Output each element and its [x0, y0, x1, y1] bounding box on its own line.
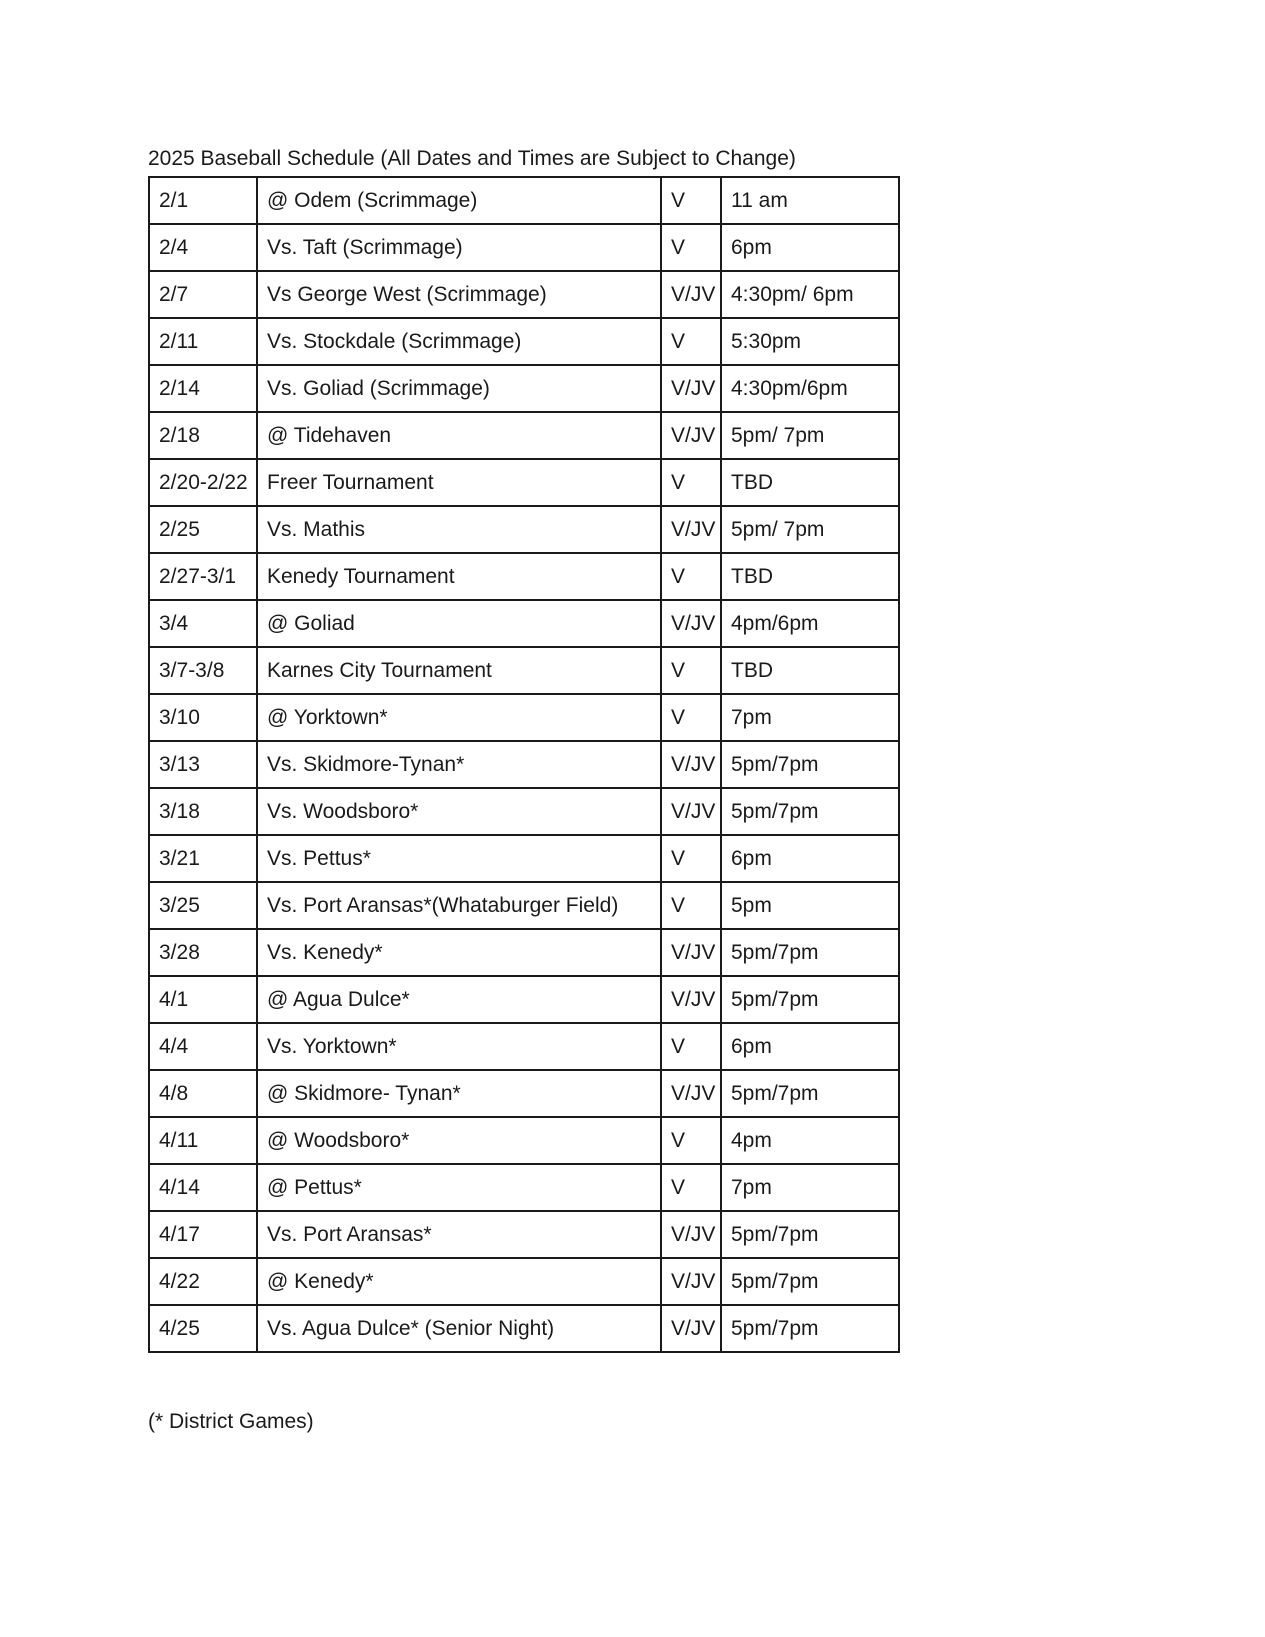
- table-row: [149, 1305, 899, 1352]
- table-row: [149, 224, 899, 271]
- table-row: [149, 600, 899, 647]
- district-games-footnote: (* District Games): [148, 1410, 314, 1433]
- opponent-cell: Vs George West (Scrimmage): [257, 271, 661, 318]
- table-row: [149, 788, 899, 835]
- game-date-cell: 4/11: [149, 1117, 257, 1164]
- game-date-cell: 4/1: [149, 976, 257, 1023]
- team-level-cell: V/JV: [661, 600, 721, 647]
- game-time-cell: 7pm: [721, 1164, 899, 1211]
- table-row: [149, 647, 899, 694]
- table-row: [149, 459, 899, 506]
- game-time-cell: TBD: [721, 459, 899, 506]
- opponent-cell: Vs. Yorktown*: [257, 1023, 661, 1070]
- game-date-cell: 3/21: [149, 835, 257, 882]
- game-time-cell: 6pm: [721, 835, 899, 882]
- opponent-cell: Vs. Taft (Scrimmage): [257, 224, 661, 271]
- team-level-cell: V: [661, 882, 721, 929]
- table-row: [149, 976, 899, 1023]
- team-level-cell: V: [661, 647, 721, 694]
- game-time-cell: 6pm: [721, 224, 899, 271]
- opponent-cell: Vs. Skidmore-Tynan*: [257, 741, 661, 788]
- game-time-cell: 5pm/ 7pm: [721, 506, 899, 553]
- opponent-cell: @ Tidehaven: [257, 412, 661, 459]
- game-date-cell: 4/22: [149, 1258, 257, 1305]
- game-date-cell: 3/13: [149, 741, 257, 788]
- team-level-cell: V/JV: [661, 741, 721, 788]
- game-date-cell: 2/4: [149, 224, 257, 271]
- opponent-cell: @ Yorktown*: [257, 694, 661, 741]
- game-time-cell: 4:30pm/6pm: [721, 365, 899, 412]
- team-level-cell: V: [661, 694, 721, 741]
- opponent-cell: Vs. Pettus*: [257, 835, 661, 882]
- game-date-cell: 2/25: [149, 506, 257, 553]
- opponent-cell: Karnes City Tournament: [257, 647, 661, 694]
- game-date-cell: 4/14: [149, 1164, 257, 1211]
- team-level-cell: V/JV: [661, 1258, 721, 1305]
- game-date-cell: 4/25: [149, 1305, 257, 1352]
- game-date-cell: 3/4: [149, 600, 257, 647]
- team-level-cell: V: [661, 1164, 721, 1211]
- opponent-cell: Vs. Goliad (Scrimmage): [257, 365, 661, 412]
- team-level-cell: V/JV: [661, 365, 721, 412]
- opponent-cell: Vs. Port Aransas*(Whataburger Field): [257, 882, 661, 929]
- game-time-cell: 5:30pm: [721, 318, 899, 365]
- table-row: [149, 1023, 899, 1070]
- game-date-cell: 2/14: [149, 365, 257, 412]
- opponent-cell: @ Skidmore- Tynan*: [257, 1070, 661, 1117]
- table-row: [149, 1070, 899, 1117]
- table-row: [149, 412, 899, 459]
- game-date-cell: 3/7-3/8: [149, 647, 257, 694]
- table-row: [149, 882, 899, 929]
- table-row: [149, 1117, 899, 1164]
- game-time-cell: 5pm/7pm: [721, 1258, 899, 1305]
- table-row: [149, 318, 899, 365]
- opponent-cell: Freer Tournament: [257, 459, 661, 506]
- team-level-cell: V: [661, 1023, 721, 1070]
- team-level-cell: V: [661, 835, 721, 882]
- table-row: [149, 177, 899, 224]
- team-level-cell: V/JV: [661, 506, 721, 553]
- game-date-cell: 2/20-2/22: [149, 459, 257, 506]
- game-time-cell: 6pm: [721, 1023, 899, 1070]
- opponent-cell: Kenedy Tournament: [257, 553, 661, 600]
- game-date-cell: 2/1: [149, 177, 257, 224]
- game-time-cell: 5pm/7pm: [721, 1211, 899, 1258]
- schedule-table-body: [149, 177, 899, 1352]
- game-time-cell: 7pm: [721, 694, 899, 741]
- team-level-cell: V: [661, 553, 721, 600]
- table-row: [149, 1164, 899, 1211]
- team-level-cell: V/JV: [661, 788, 721, 835]
- team-level-cell: V/JV: [661, 929, 721, 976]
- table-row: [149, 694, 899, 741]
- opponent-cell: @ Kenedy*: [257, 1258, 661, 1305]
- game-time-cell: 5pm/7pm: [721, 976, 899, 1023]
- game-date-cell: 3/18: [149, 788, 257, 835]
- game-date-cell: 4/4: [149, 1023, 257, 1070]
- team-level-cell: V/JV: [661, 271, 721, 318]
- game-date-cell: 4/8: [149, 1070, 257, 1117]
- game-date-cell: 3/25: [149, 882, 257, 929]
- table-row: [149, 1258, 899, 1305]
- schedule-title: 2025 Baseball Schedule (All Dates and Times are Subject to Change): [148, 147, 796, 170]
- game-time-cell: TBD: [721, 647, 899, 694]
- opponent-cell: Vs. Kenedy*: [257, 929, 661, 976]
- game-time-cell: 11 am: [721, 177, 899, 224]
- game-time-cell: 5pm/7pm: [721, 788, 899, 835]
- opponent-cell: @ Odem (Scrimmage): [257, 177, 661, 224]
- game-time-cell: 5pm/7pm: [721, 741, 899, 788]
- game-time-cell: 4pm: [721, 1117, 899, 1164]
- game-time-cell: 5pm/7pm: [721, 929, 899, 976]
- team-level-cell: V/JV: [661, 1211, 721, 1258]
- team-level-cell: V/JV: [661, 1070, 721, 1117]
- team-level-cell: V: [661, 459, 721, 506]
- table-row: [149, 365, 899, 412]
- table-row: [149, 553, 899, 600]
- game-time-cell: 5pm/7pm: [721, 1070, 899, 1117]
- team-level-cell: V: [661, 177, 721, 224]
- table-row: [149, 929, 899, 976]
- opponent-cell: @ Woodsboro*: [257, 1117, 661, 1164]
- opponent-cell: @ Pettus*: [257, 1164, 661, 1211]
- team-level-cell: V/JV: [661, 976, 721, 1023]
- opponent-cell: @ Goliad: [257, 600, 661, 647]
- game-time-cell: 5pm: [721, 882, 899, 929]
- table-row: [149, 835, 899, 882]
- game-time-cell: 4pm/6pm: [721, 600, 899, 647]
- opponent-cell: @ Agua Dulce*: [257, 976, 661, 1023]
- game-date-cell: 2/7: [149, 271, 257, 318]
- table-row: [149, 271, 899, 318]
- opponent-cell: Vs. Agua Dulce* (Senior Night): [257, 1305, 661, 1352]
- game-time-cell: 5pm/7pm: [721, 1305, 899, 1352]
- opponent-cell: Vs. Stockdale (Scrimmage): [257, 318, 661, 365]
- opponent-cell: Vs. Woodsboro*: [257, 788, 661, 835]
- game-date-cell: 3/10: [149, 694, 257, 741]
- game-time-cell: 5pm/ 7pm: [721, 412, 899, 459]
- game-date-cell: 4/17: [149, 1211, 257, 1258]
- table-row: [149, 506, 899, 553]
- game-date-cell: 2/11: [149, 318, 257, 365]
- table-row: [149, 1211, 899, 1258]
- team-level-cell: V: [661, 224, 721, 271]
- team-level-cell: V: [661, 318, 721, 365]
- game-date-cell: 2/18: [149, 412, 257, 459]
- game-time-cell: 4:30pm/ 6pm: [721, 271, 899, 318]
- opponent-cell: Vs. Mathis: [257, 506, 661, 553]
- team-level-cell: V: [661, 1117, 721, 1164]
- game-date-cell: 3/28: [149, 929, 257, 976]
- table-row: [149, 741, 899, 788]
- game-date-cell: 2/27-3/1: [149, 553, 257, 600]
- team-level-cell: V/JV: [661, 1305, 721, 1352]
- opponent-cell: Vs. Port Aransas*: [257, 1211, 661, 1258]
- schedule-table: [148, 176, 900, 1353]
- team-level-cell: V/JV: [661, 412, 721, 459]
- game-time-cell: TBD: [721, 553, 899, 600]
